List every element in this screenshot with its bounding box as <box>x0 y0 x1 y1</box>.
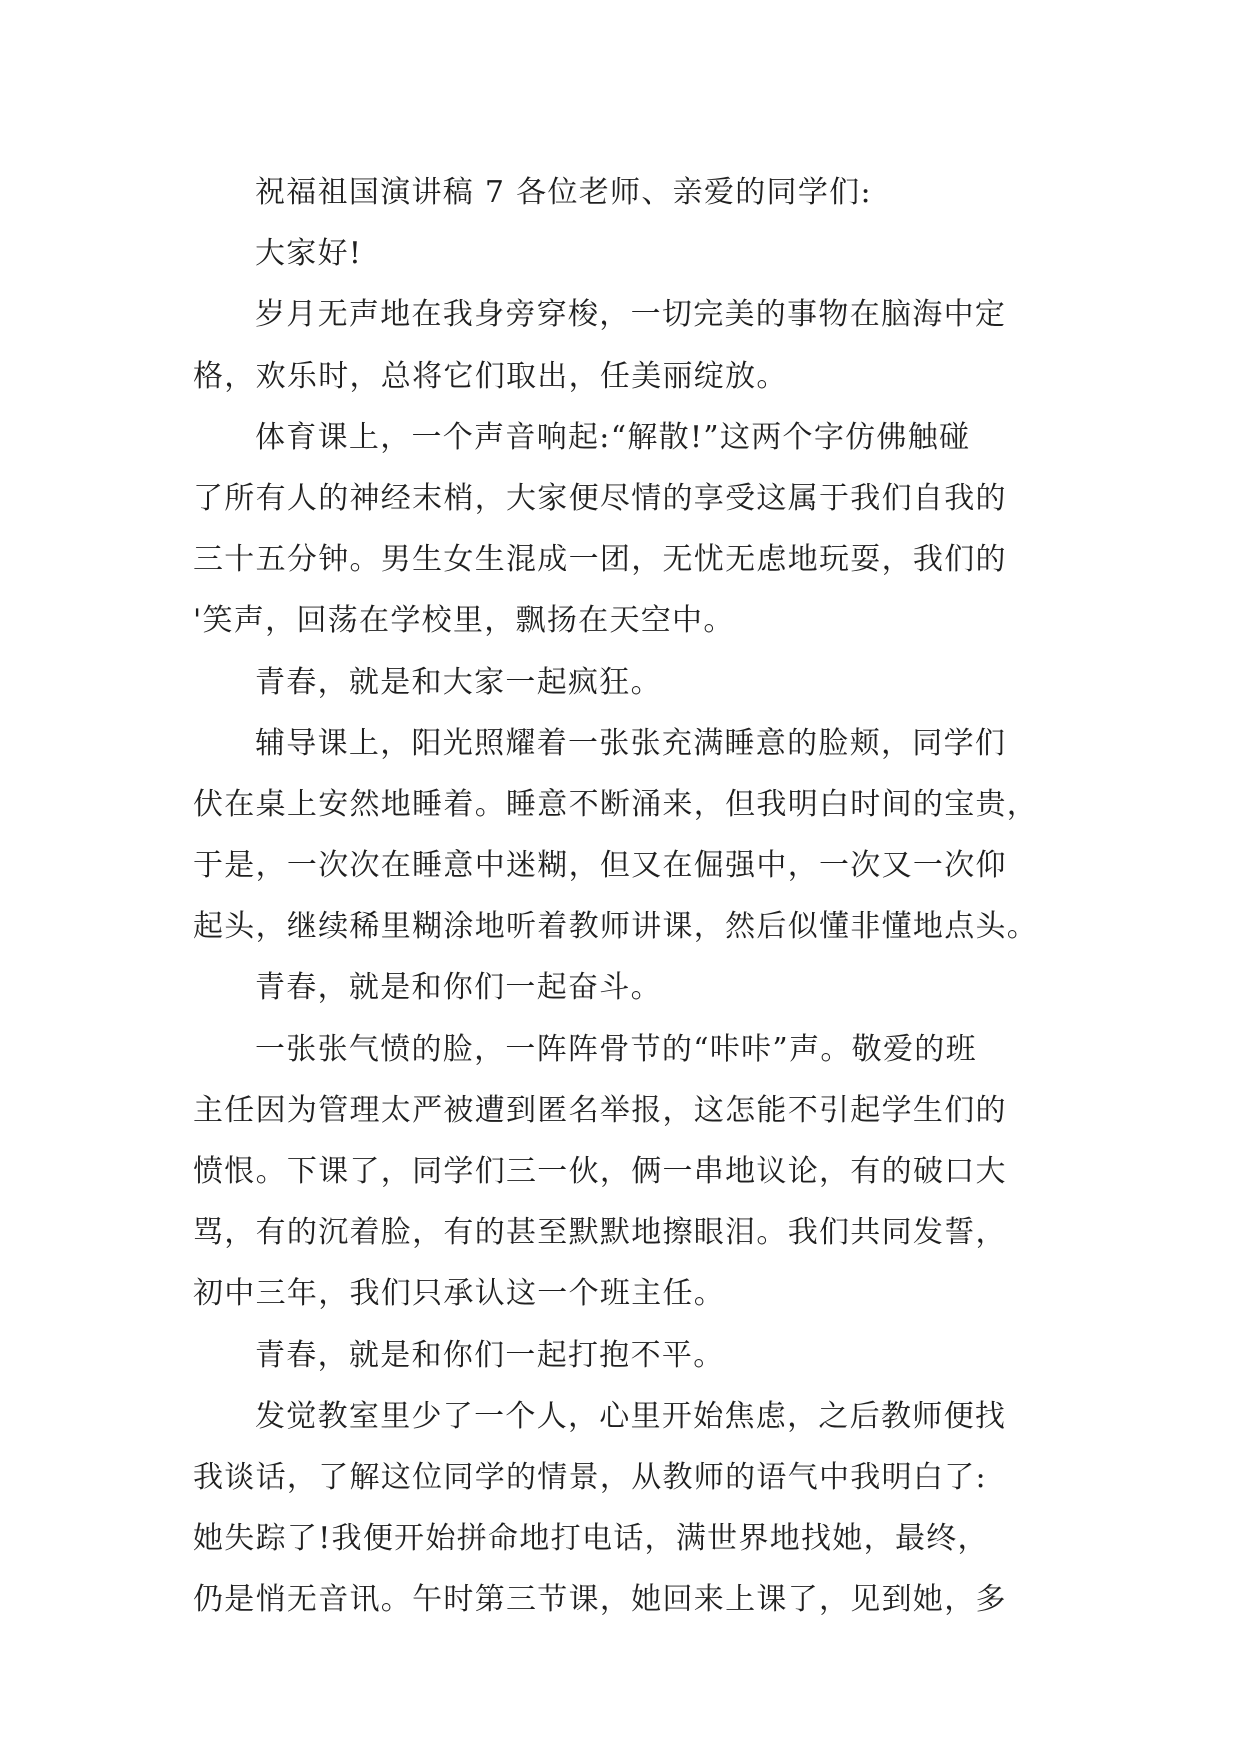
text-line: 一张张气愤的脸，一阵阵骨节的“咔咔”声。敬爱的班 <box>255 1031 977 1067</box>
text-line: 发觉教室里少了一个人，心里开始焦虑，之后教师便找 <box>255 1398 1007 1434</box>
text-line: 祝福祖国演讲稿 7 各位老师、亲爱的同学们: <box>255 175 872 210</box>
text-line: 青春，就是和你们一起打抱不平。 <box>255 1337 725 1373</box>
text-line: 她失踪了!我便开始拼命地打电话，满世界地找她，最终， <box>193 1521 989 1557</box>
text-line: 骂，有的沉着脸，有的甚至默默地擦眼泪。我们共同发誓， <box>193 1215 1007 1251</box>
text-line: 大家好! <box>255 236 363 272</box>
text-line: 体育课上，一个声音响起:“解散!”这两个字仿佛触碰 <box>255 419 971 455</box>
text-line: 了所有人的神经末梢，大家便尽情的享受这属于我们自我的 <box>193 480 1007 516</box>
text-line: 青春，就是和大家一起疯狂。 <box>255 664 662 700</box>
text-line: 辅导课上，阳光照耀着一张张充满睡意的脸颊，同学们 <box>255 725 1007 761</box>
text-line: 初中三年，我们只承认这一个班主任。 <box>193 1276 726 1312</box>
document-body <box>193 162 1053 1631</box>
text-line: 青春，就是和你们一起奋斗。 <box>255 970 662 1006</box>
text-line: 主任因为管理太严被遭到匿名举报，这怎能不引起学生们的 <box>193 1092 1007 1128</box>
text-line: 愤恨。下课了，同学们三一伙，俩一串地议论，有的破口大 <box>193 1154 1007 1189</box>
text-line: '笑声，回荡在学校里，飘扬在天空中。 <box>193 603 735 639</box>
text-line: 岁月无声地在我身旁穿梭，一切完美的事物在脑海中定 <box>255 297 1007 333</box>
text-line: 仍是悄无音讯。午时第三节课，她回来上课了，见到她，多 <box>193 1582 1007 1618</box>
text-line: 伏在桌上安然地睡着。睡意不断涌来，但我明白时间的宝贵， <box>193 786 1039 822</box>
text-line: 三十五分钟。男生女生混成一团，无忧无虑地玩耍，我们的 <box>193 542 1007 578</box>
text-line: 我谈话，了解这位同学的情景，从教师的语气中我明白了: <box>193 1459 987 1495</box>
text-line: 于是，一次次在睡意中迷糊，但又在倔强中，一次又一次仰 <box>193 848 1007 884</box>
text-line: 格，欢乐时，总将它们取出，任美丽绽放。 <box>193 358 788 394</box>
text-line: 起头，继续稀里糊涂地听着教师讲课，然后似懂非懂地点头。 <box>193 909 1039 945</box>
